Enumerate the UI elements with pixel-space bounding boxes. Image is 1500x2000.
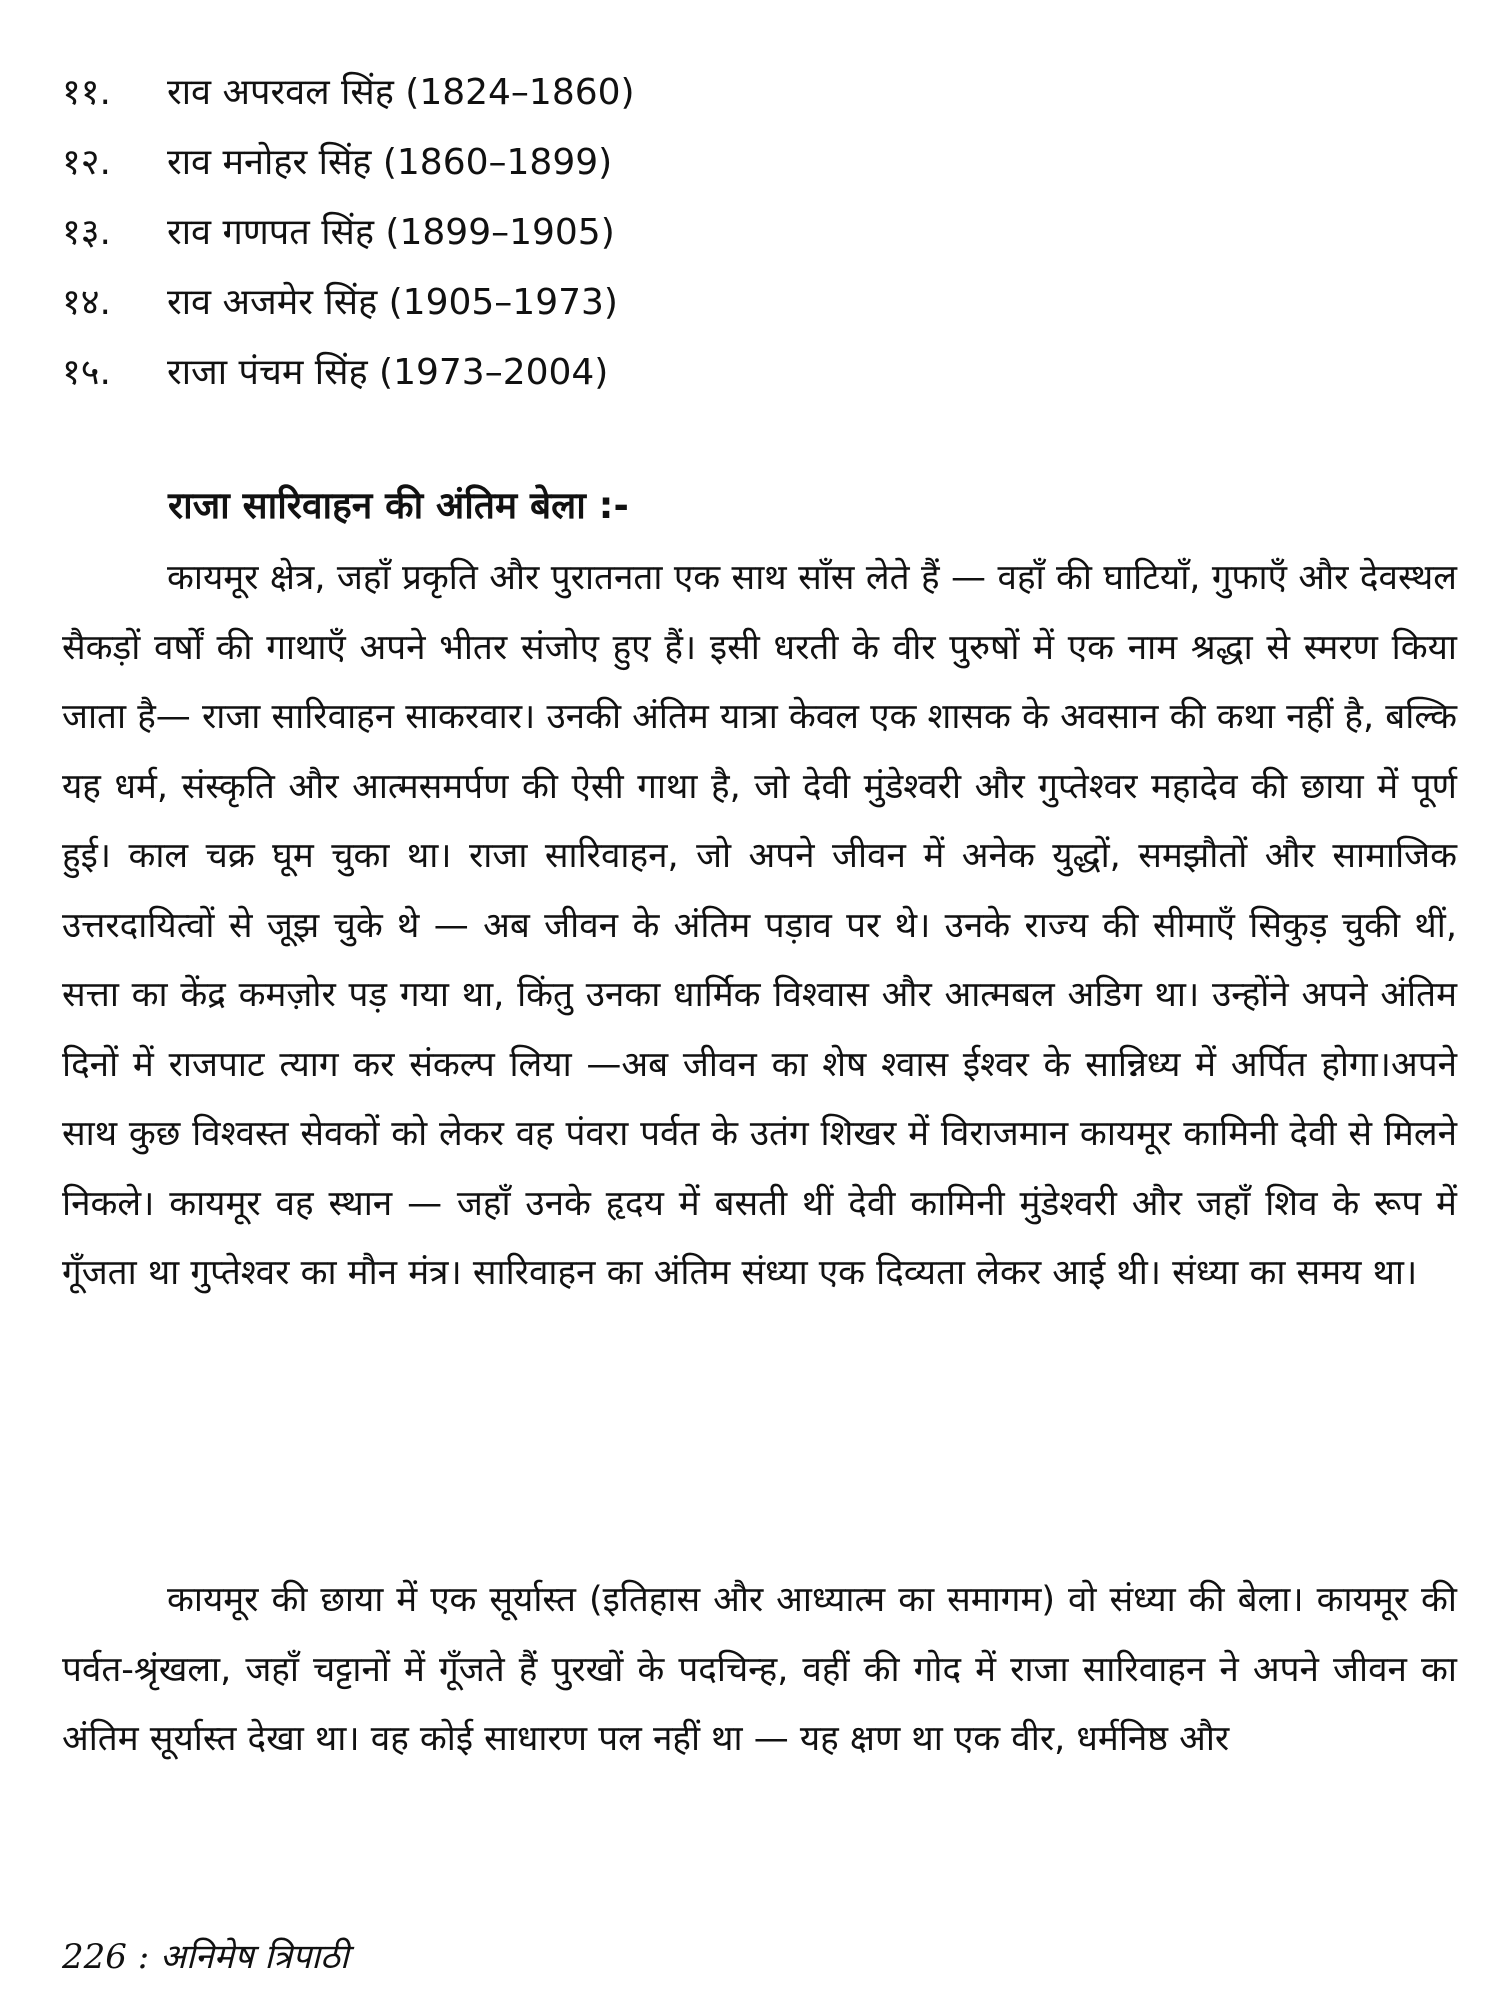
ruler-list [62,58,1442,408]
list-item [62,198,1442,268]
section-heading: राजा सारिवाहन की अंतिम बेला :- [168,484,629,527]
list-item-text: राव अपरवल सिंह (1824–1860) [167,72,635,113]
list-item-number: १२. [62,142,111,183]
list-item-number: १५. [62,352,111,393]
list-item-number: ११. [62,72,111,113]
list-item [62,58,1442,128]
list-item-text: राव गणपत सिंह (1899–1905) [167,212,615,253]
list-item-text: राजा पंचम सिंह (1973–2004) [167,352,609,393]
list-item-number: १४. [62,282,111,323]
list-item [62,338,1442,408]
list-item-number: १३. [62,212,111,253]
list-item-text: राव मनोहर सिंह (1860–1899) [167,142,613,183]
body-paragraph: कायमूर क्षेत्र, जहाँ प्रकृति और पुरातनता एक साथ साँस लेते हैं — वहाँ की घाटियाँ, गुफाएँ और देवस्थल सैकड़ों वर्षों की गाथाएँ अपने भीतर संजोए हुए हैं। इसी धरती के वीर पुरुषों में एक नाम श्रद्धा से स्मरण किया जाता है— राजा सारिवाहन साकरवार। उनकी अंतिम यात्रा केवल एक शासक के अवसान की कथा नहीं है, बल्कि यह धर्म, संस्कृति और आत्मसमर्पण की ऐसी गाथा है, जो देवी मुंडेश्वरी और गुप्तेश्वर महादेव की छाया में पूर्ण हुई। काल चक्र घूम चुका था। राजा सारिवाहन, जो अपने जीवन में अनेक युद्धों, समझौतों और सामाजिक उत्तरदायित्वों से जूझ चुके थे — अब जीवन के अंतिम पड़ाव पर थे। उनके राज्य की सीमाएँ सिकुड़ चुकी थीं, सत्ता का केंद्र कमज़ोर पड़ गया था, किंतु उनका धार्मिक विश्वास और आत्मबल अडिग था। उन्होंने अपने अंतिम दिनों में राजपाट त्याग कर संकल्प लिया —अब जीवन का शेष श्वास ईश्वर के सान्निध्य में अर्पित होगा।अपने साथ कुछ विश्वस्त सेवकों को लेकर वह पंवरा पर्वत के उतंग शिखर में विराजमान कायमूर कामिनी देवी से मिलने निकले। कायमूर वह स्थान — जहाँ उनके हृदय में बसती थीं देवी कामिनी मुंडेश्वरी और जहाँ शिव के रूप में गूँजता था गुप्तेश्वर का मौन मंत्र। सारिवाहन का अंतिम संध्या एक दिव्यता लेकर आई थी। संध्या का समय था। [62,558,1457,1293]
list-item [62,128,1442,198]
list-item-text: राव अजमेर सिंह (1905–1973) [167,282,618,323]
page-footer: 226 : अनिमेष त्रिपाठी [62,1937,349,1977]
list-item [62,268,1442,338]
body-paragraph: कायमूर की छाया में एक सूर्यास्त (इतिहास और आध्यात्म का समागम) वो संध्या की बेला। कायमूर की पर्वत-श्रृंखला, जहाँ चट्टानों में गूँजते हैं पुरखों के पदचिन्ह, वहीं की गोद में राजा सारिवाहन ने अपने जीवन का अंतिम सूर्यास्त देखा था। वह कोई साधारण पल नहीं था — यह क्षण था एक वीर, धर्मनिष्ठ और [62,1580,1457,1759]
